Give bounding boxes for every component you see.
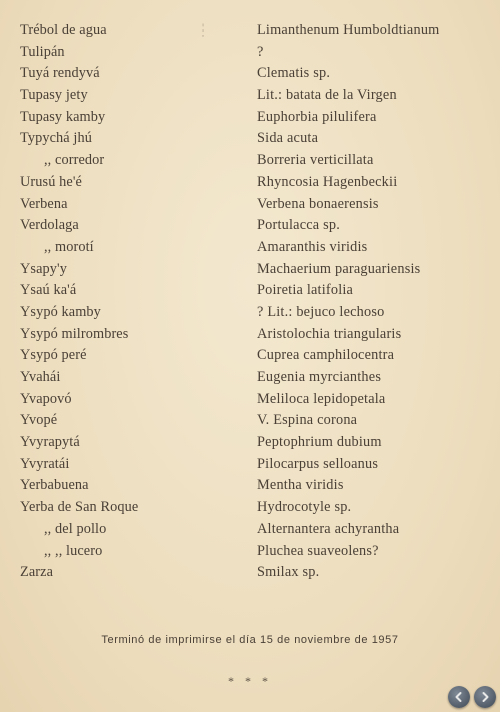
list-item [0,562,500,584]
list-item [0,150,500,172]
list-item [0,324,500,346]
scientific-name: V. Espina corona [257,412,358,429]
scientific-name: Poiretia latifolia [257,282,354,299]
common-name: Verbena [20,195,68,212]
list-item [0,259,500,281]
list-item [0,42,500,64]
common-name: Yvahái [20,369,61,385]
list-item [0,454,500,476]
common-name: Ysypó kamby [20,303,101,320]
list-item [0,107,500,129]
common-name: Typychá jhú [20,130,92,147]
list-item [0,302,500,324]
common-name: ,, del pollo [44,520,107,537]
scientific-name: Mentha viridis [257,477,344,494]
list-item [0,410,500,432]
scientific-name: Pilocarpus selloanus [257,455,379,472]
scientific-name: Sida acuta [257,130,319,147]
common-name: ,, morotí [44,238,94,255]
scientific-name: Aristolochia triangularis [257,325,402,342]
next-page-button[interactable] [474,686,496,708]
scientific-name: Clematis sp. [257,65,331,82]
common-name: Yerba de San Roque [20,499,139,516]
scientific-name: Rhyncosia Hagenbeckii [257,173,398,190]
common-name: Zarza [20,564,54,581]
common-name: Yerbabuena [20,477,89,494]
list-item [0,215,500,237]
list-item [0,63,500,85]
common-name: Yvapovó [20,390,72,407]
margin-mark: ¦ · [201,22,205,41]
common-name: Yvyratái [20,455,70,472]
scientific-name: Cuprea camphilocentra [257,347,395,364]
list-item [0,432,500,454]
list-item [0,475,500,497]
list-item [0,128,500,150]
scientific-name: Machaerium paraguariensis [257,260,421,277]
chevron-right-icon [478,690,492,704]
scientific-name: Amaranthis viridis [257,238,368,255]
scientific-name: Smilax sp. [257,564,320,581]
colophon: Terminó de imprimirse el día 15 de noviembre de 1957 [101,634,399,646]
common-name: Ysypó milrombres [20,325,129,342]
common-name: Tuyá rendyvá [20,65,100,82]
scientific-name: Meliloca lepidopetala [257,390,386,407]
list-item [0,280,500,302]
scientific-name: Portulacca sp. [257,217,340,234]
scientific-name: Eugenia myrcianthes [257,369,382,385]
list-item [0,85,500,107]
list-item [0,541,500,563]
common-name: Trébol de agua [20,22,107,38]
common-name: Verdolaga [20,217,79,234]
common-name: Tupasy jety [20,87,88,104]
scientific-name: ? Lit.: bejuco lechoso [257,303,385,320]
list-item [0,345,500,367]
list-item [0,389,500,411]
common-name: Ysapy'y [20,260,67,277]
previous-page-button[interactable] [448,686,470,708]
chevron-left-icon [452,690,466,704]
list-item [0,20,500,42]
scientific-name: Peptophrium dubium [257,434,382,451]
ornament: * * * [228,674,272,688]
list-item [0,172,500,194]
common-name: Tulipán [20,43,65,60]
scientific-name: Alternantera achyrantha [257,520,400,537]
scientific-name: Euphorbia pilulifera [257,108,377,125]
common-name: Ysypó peré [20,347,87,364]
common-name: Ysaú ka'á [20,282,77,299]
plant-list [0,20,500,584]
common-name: Tupasy kamby [20,108,106,125]
common-name: Yvyrapytá [20,434,80,451]
list-item [0,497,500,519]
scientific-name: Borreria verticillata [257,152,374,169]
scientific-name: Lit.: batata de la Virgen [257,87,397,104]
common-name: ,, corredor [44,152,105,169]
common-name: ,, ,, lucero [44,542,103,559]
scientific-name: Pluchea suaveolens? [257,542,379,559]
list-item [0,367,500,389]
scientific-name: Verbena bonaerensis [257,195,379,212]
list-item [0,194,500,216]
scientific-name: Hydrocotyle sp. [257,499,352,516]
common-name: Yvopé [20,412,58,429]
scientific-name: ? [257,43,264,60]
list-item [0,237,500,259]
list-item [0,519,500,541]
scientific-name: Limanthenum Humboldtianum [257,22,440,38]
common-name: Urusú he'é [20,173,82,190]
